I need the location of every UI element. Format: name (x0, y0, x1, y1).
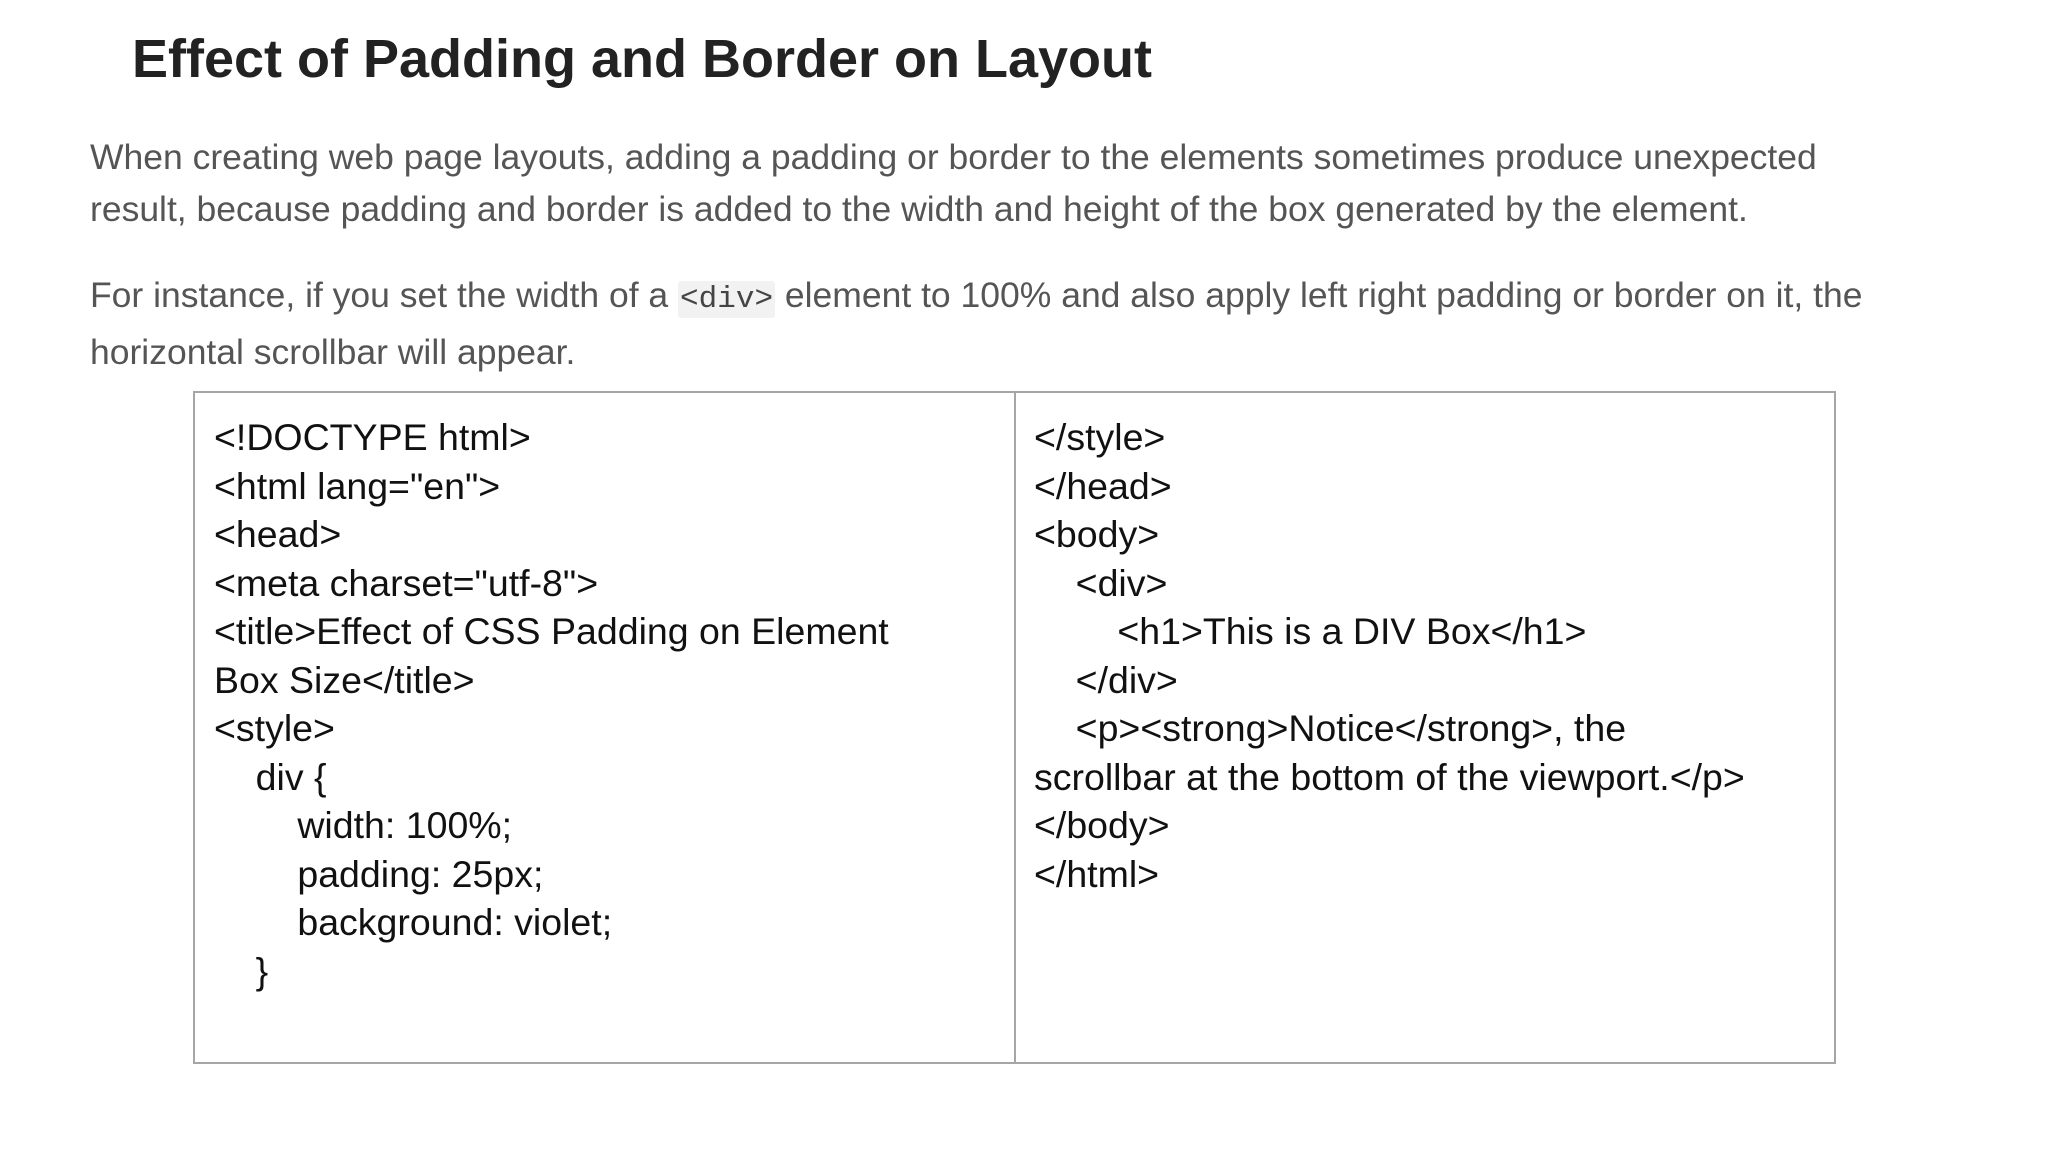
code-line: scrollbar at the bottom of the viewport.</p> (1034, 755, 1745, 798)
page-title: Effect of Padding and Border on Layout (132, 29, 1153, 89)
example-text-after-code: element to 100% and also apply left right padding or border on it, the (775, 275, 1863, 315)
code-line: div { (214, 755, 327, 798)
code-line: <title>Effect of CSS Padding on Element (214, 610, 889, 652)
code-line: <p><strong>Notice</strong>, the (1034, 707, 1627, 749)
code-line: <!DOCTYPE html> (214, 416, 531, 458)
code-line: background: violet; (214, 901, 613, 943)
code-example-table (193, 391, 1836, 1064)
code-line: </style> (1034, 416, 1166, 458)
code-line: <head> (214, 513, 342, 555)
code-line: <h1>This is a DIV Box</h1> (1034, 610, 1587, 652)
code-column-left (195, 393, 1014, 1062)
intro-paragraph-line-2: result, because padding and border is added to the width and height of the box generated by the element. (90, 189, 1748, 229)
intro-paragraph (90, 131, 1990, 235)
inline-code-div: <div> (680, 282, 774, 317)
intro-paragraph-line-1: When creating web page layouts, adding a padding or border to the elements sometimes produce unexpected (90, 137, 1817, 177)
code-line: <meta charset="utf-8"> (214, 561, 599, 604)
example-paragraph (90, 269, 1990, 378)
code-line: <html lang="en"> (214, 464, 501, 507)
code-line: padding: 25px; (214, 852, 544, 895)
example-paragraph-line-1 (90, 269, 1990, 326)
code-line: </head> (1034, 464, 1172, 507)
code-column-right (1014, 393, 1834, 1062)
code-line: Box Size</title> (214, 658, 475, 701)
example-paragraph-line-2: horizontal scrollbar will appear. (90, 332, 576, 372)
code-line: <body> (1034, 513, 1160, 555)
code-line: </html> (1034, 852, 1160, 895)
code-line: } (214, 949, 269, 992)
code-line: <style> (214, 707, 335, 749)
example-text-before-code: For instance, if you set the width of a (90, 275, 679, 315)
code-line: width: 100%; (214, 804, 513, 846)
code-line: </div> (1034, 658, 1178, 701)
code-line: <div> (1034, 561, 1168, 604)
code-line: </body> (1034, 804, 1170, 846)
